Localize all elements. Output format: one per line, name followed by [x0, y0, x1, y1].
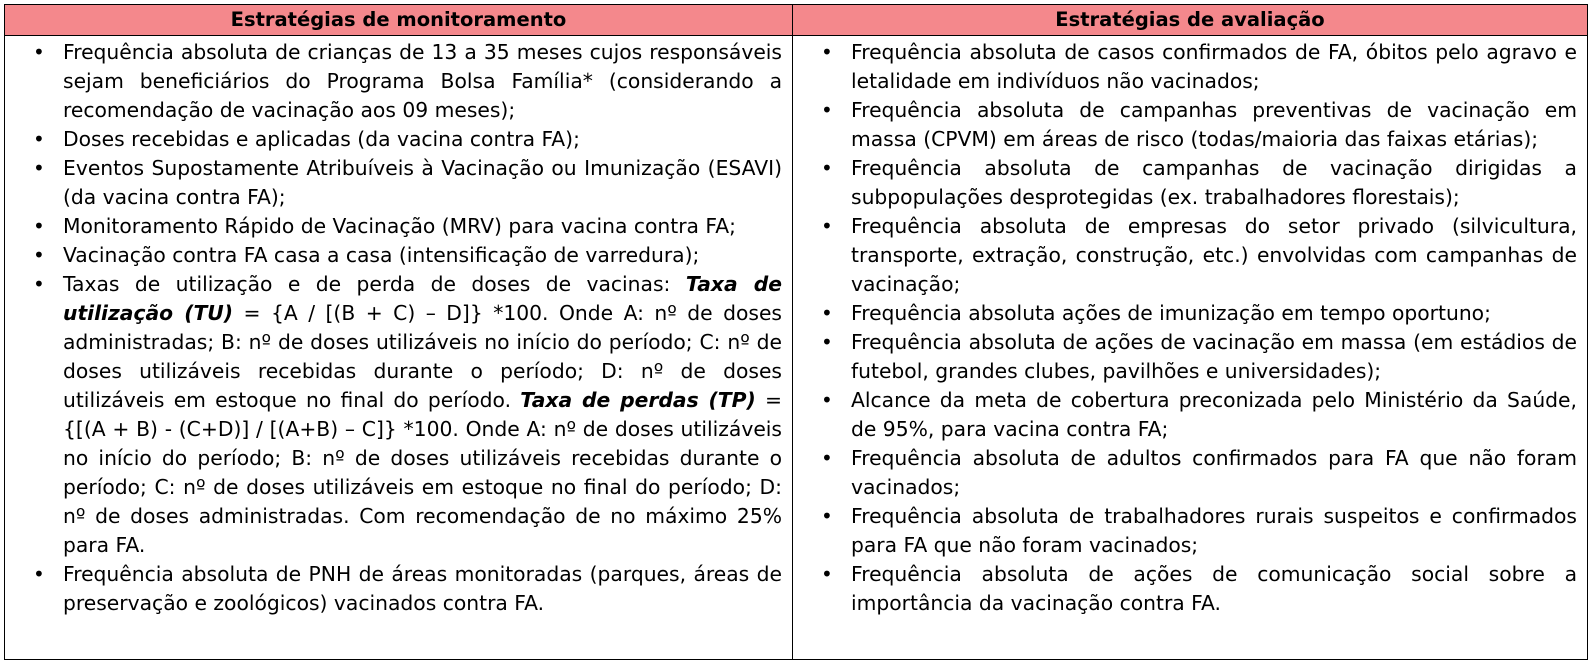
evaluation-item-text: Frequência absoluta ações de imunização em tempo oportuno;	[851, 301, 1491, 325]
evaluation-item-text: Frequência absoluta de adultos confirmados para FA que não foram vacinados;	[851, 446, 1577, 499]
table-body-row	[5, 36, 1587, 659]
list-item	[19, 560, 782, 618]
bullet-icon: •	[821, 214, 833, 238]
list-item	[19, 38, 782, 125]
evaluation-header: Estratégias de avaliação	[793, 5, 1587, 35]
tp-text: = {[(A + B) - (C+D)] / [(A+B) – C]} *100. Onde A: nº de doses utilizáveis no início do período; B: nº de doses utilizáveis recebidas durante o período; C: nº de doses utilizáveis em estoque no final do período; D: nº de doses administradas. Com recomendação de no máximo 25% para FA.	[63, 388, 782, 557]
list-item	[807, 386, 1577, 444]
tp-label: Taxa de perdas (TP)	[520, 388, 756, 412]
tu-label: Taxa de utilização (TU)	[63, 272, 783, 325]
bullet-icon: •	[33, 156, 45, 180]
list-item	[807, 154, 1577, 212]
bullet-icon: •	[821, 388, 833, 412]
list-item-rates	[19, 270, 782, 560]
monitoring-item-text: Frequência absoluta de PNH de áreas monitoradas (parques, áreas de preservação e zoológicos) vacinados contra FA.	[63, 562, 782, 615]
evaluation-cell	[793, 36, 1587, 659]
bullet-icon: •	[821, 156, 833, 180]
list-item	[807, 444, 1577, 502]
list-item	[19, 212, 782, 241]
table-header-row	[5, 5, 1587, 36]
bullet-icon: •	[821, 330, 833, 354]
bullet-icon: •	[33, 127, 45, 151]
list-item	[807, 299, 1577, 328]
bullet-icon: •	[33, 214, 45, 238]
monitoring-cell	[5, 36, 793, 659]
evaluation-list	[807, 38, 1577, 618]
bullet-icon: •	[33, 272, 45, 296]
evaluation-item-text: Frequência absoluta de campanhas de vacinação dirigidas a subpopulações desprotegidas (ex. trabalhadores florestais);	[851, 156, 1577, 209]
rates-intro: Taxas de utilização e de perda de doses de vacinas:	[63, 272, 671, 296]
list-item	[19, 154, 782, 212]
bullet-icon: •	[821, 40, 833, 64]
evaluation-item-text: Alcance da meta de cobertura preconizada pelo Ministério da Saúde, de 95%, para vacina contra FA;	[851, 388, 1577, 441]
monitoring-item-text: Monitoramento Rápido de Vacinação (MRV) para vacina contra FA;	[63, 214, 736, 238]
list-item	[807, 560, 1577, 618]
bullet-icon: •	[821, 301, 833, 325]
bullet-icon: •	[821, 504, 833, 528]
bullet-icon: •	[821, 98, 833, 122]
evaluation-item-text: Frequência absoluta de trabalhadores rurais suspeitos e confirmados para FA que não foram vacinados;	[851, 504, 1577, 557]
list-item	[807, 212, 1577, 299]
bullet-icon: •	[821, 446, 833, 470]
evaluation-item-text: Frequência absoluta de campanhas preventivas de vacinação em massa (CPVM) em áreas de risco (todas/maioria das faixas etárias);	[851, 98, 1577, 151]
strategies-table	[4, 4, 1588, 660]
tu-text: = {A / [(B + C) – D]} *100. Onde A: nº de doses administradas; B: nº de doses utilizáveis no início do período; C: nº de doses utilizáveis recebidas durante o período; D: nº de doses utilizáveis em estoque no final do período.	[63, 301, 782, 412]
bullet-icon: •	[821, 562, 833, 586]
monitoring-header: Estratégias de monitoramento	[5, 5, 793, 35]
list-item	[807, 328, 1577, 386]
monitoring-item-text: Eventos Supostamente Atribuíveis à Vacinação ou Imunização (ESAVI) (da vacina contra FA);	[63, 156, 782, 209]
bullet-icon: •	[33, 562, 45, 586]
list-item	[19, 241, 782, 270]
monitoring-item-text: Frequência absoluta de crianças de 13 a 35 meses cujos responsáveis sejam beneficiários do Programa Bolsa Família* (considerando a recomendação de vacinação aos 09 meses);	[63, 40, 782, 122]
monitoring-list	[19, 38, 782, 618]
evaluation-item-text: Frequência absoluta de empresas do setor privado (silvicultura, transporte, extração, construção, etc.) envolvidas com campanhas de vacinação;	[851, 214, 1577, 296]
bullet-icon: •	[33, 243, 45, 267]
evaluation-item-text: Frequência absoluta de ações de vacinação em massa (em estádios de futebol, grandes clubes, pavilhões e universidades);	[851, 330, 1577, 383]
evaluation-item-text: Frequência absoluta de ações de comunicação social sobre a importância da vacinação contra FA.	[851, 562, 1577, 615]
list-item	[19, 125, 782, 154]
evaluation-item-text: Frequência absoluta de casos confirmados de FA, óbitos pelo agravo e letalidade em indivíduos não vacinados;	[851, 40, 1577, 93]
list-item	[807, 502, 1577, 560]
bullet-icon: •	[33, 40, 45, 64]
list-item	[807, 96, 1577, 154]
monitoring-item-text: Vacinação contra FA casa a casa (intensificação de varredura);	[63, 243, 700, 267]
list-item	[807, 38, 1577, 96]
monitoring-item-text: Doses recebidas e aplicadas (da vacina contra FA);	[63, 127, 580, 151]
